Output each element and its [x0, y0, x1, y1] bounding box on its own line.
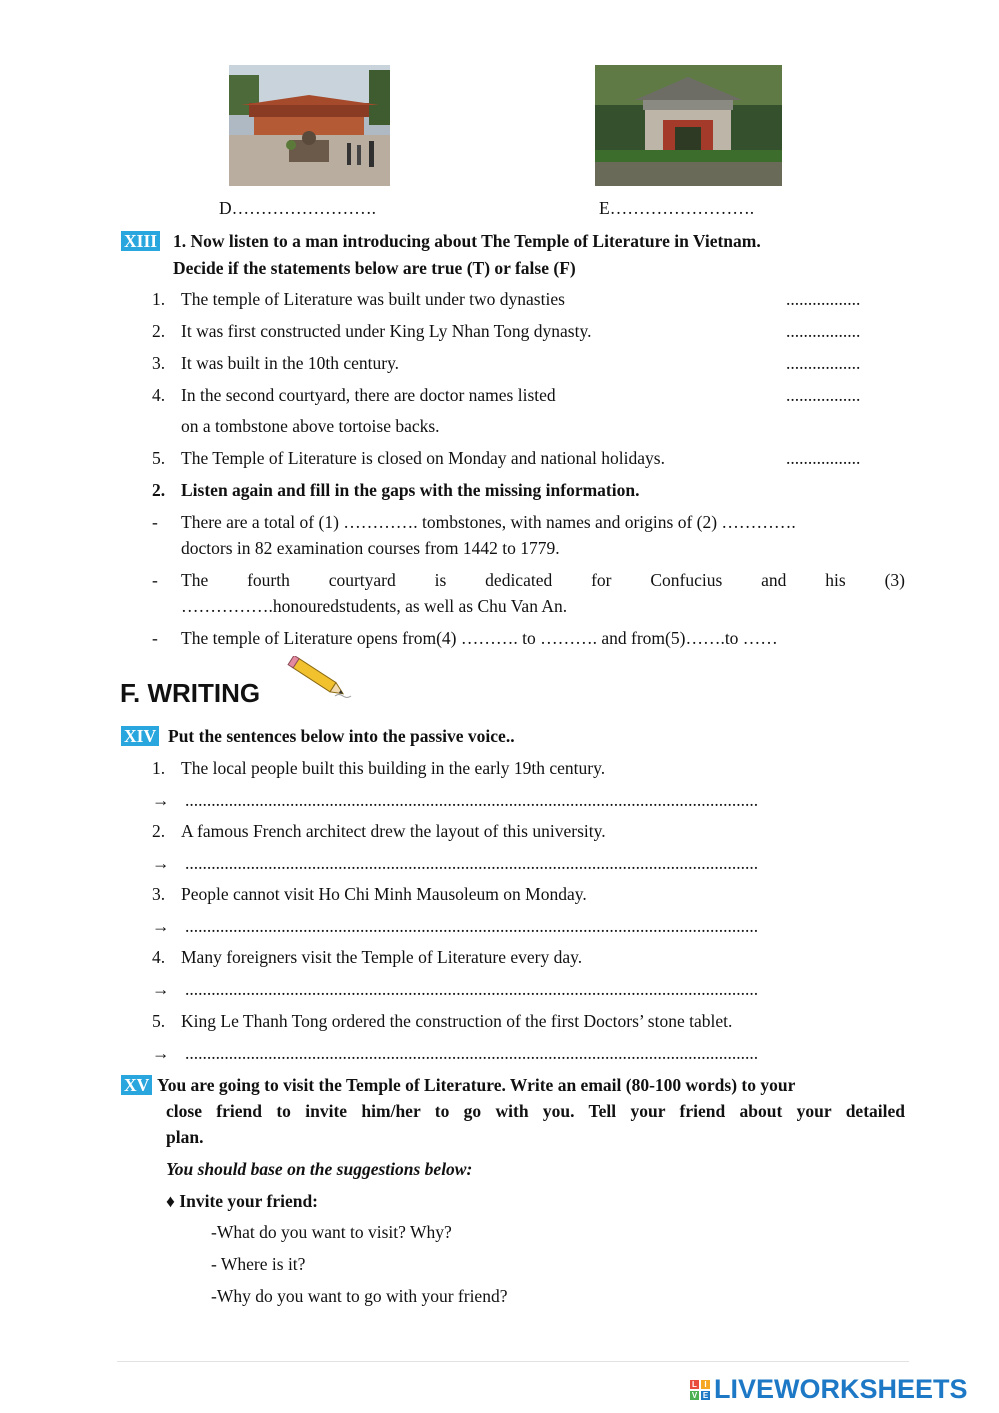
item-number: 1. [152, 758, 166, 778]
gap-line-continued: …………….honouredstudents, as well as Chu Van An. [181, 596, 568, 616]
item-text: Many foreigners visit the Temple of Literature every day. [181, 947, 583, 967]
section-xv-badge: XV [121, 1075, 152, 1095]
item-number: 4. [152, 947, 166, 967]
arrow-icon: → [152, 979, 170, 999]
section-xv-line2: close friend to invite him/her to go with you. Tell your friend about your detailed [166, 1101, 905, 1121]
item-text: King Le Thanh Tong ordered the construction of the first Doctors’ stone tablet. [181, 1011, 733, 1031]
statement-text: The temple of Literature was built under two dynasties [181, 289, 565, 309]
answer-line[interactable]: ................................................................................................................................... [185, 853, 759, 873]
section-xv-invite: ♦ Invite your friend: [166, 1191, 319, 1211]
gap-line: There are a total of (1) …………. tombstones, with names and origins of (2) …………. [181, 512, 796, 532]
gate-photo [595, 65, 782, 186]
photo-d-label: D……………………. [219, 198, 377, 218]
arrow-icon: → [152, 853, 170, 873]
statement-number: 4. [152, 385, 166, 405]
part2-title: Listen again and fill in the gaps with the missing information. [181, 480, 640, 500]
item-text: People cannot visit Ho Chi Minh Mausoleum on Monday. [181, 884, 587, 904]
section-xv-tag [121, 1075, 152, 1096]
question-1: -What do you want to visit? Why? [211, 1222, 452, 1242]
section-xv-suggest: You should base on the suggestions below: [166, 1159, 473, 1179]
section-xiii-instruction-line2: Decide if the statements below are true (T) or false (F) [173, 258, 576, 278]
logo-letter: I [701, 1380, 710, 1389]
answer-blank[interactable]: ................. [786, 385, 861, 405]
logo-letter: E [702, 1390, 709, 1400]
writing-heading: F. WRITING [120, 678, 261, 708]
answer-blank[interactable]: ................. [786, 448, 861, 468]
bullet: - [152, 512, 158, 532]
gap-line-continued: doctors in 82 examination courses from 1442 to 1779. [181, 538, 560, 558]
logo-mark-icon [690, 1380, 710, 1400]
question-3: -Why do you want to go with your friend? [211, 1286, 508, 1306]
logo-text: LIVEWORKSHEETS [714, 1374, 968, 1404]
answer-blank[interactable]: ................. [786, 289, 861, 309]
logo-letter: V [691, 1390, 698, 1400]
bullet: - [152, 628, 158, 648]
section-xv-line1: You are going to visit the Temple of Literature. Write an email (80-100 words) to your [157, 1075, 796, 1095]
arrow-icon: → [152, 1043, 170, 1063]
logo-letter: L [690, 1380, 699, 1389]
section-xiii-instruction-line1: 1. Now listen to a man introducing about The Temple of Literature in Vietnam. [173, 231, 761, 251]
section-xv-line3: plan. [166, 1127, 204, 1147]
answer-line[interactable]: ................................................................................................................................... [185, 790, 759, 810]
question-2: - Where is it? [211, 1254, 306, 1274]
gap-line: The fourth courtyard is dedicated for Confucius and his (3) [181, 570, 905, 590]
section-xiv-badge: XIV [121, 726, 159, 746]
gap-line: The temple of Literature opens from(4) ………. to ………. and from(5)…….to …… [181, 628, 778, 648]
statement-number: 3. [152, 353, 166, 373]
pencil-icon [283, 656, 359, 709]
photo-e-label: E……………………. [599, 198, 755, 218]
item-number: 3. [152, 884, 166, 904]
statement-text: It was built in the 10th century. [181, 353, 400, 373]
statement-text: In the second courtyard, there are doctor names listed [181, 385, 556, 405]
statement-number: 2. [152, 321, 166, 341]
item-text: The local people built this building in the early 19th century. [181, 758, 606, 778]
bullet: - [152, 570, 158, 590]
answer-blank[interactable]: ................. [786, 321, 861, 341]
statement-text: It was first constructed under King Ly Nhan Tong dynasty. [181, 321, 592, 341]
item-number: 5. [152, 1011, 166, 1031]
statement-text: The Temple of Literature is closed on Monday and national holidays. [181, 448, 665, 468]
footer-divider [117, 1361, 909, 1362]
item-number: 2. [152, 821, 166, 841]
item-text: A famous French architect drew the layout of this university. [181, 821, 606, 841]
answer-line[interactable]: ................................................................................................................................... [185, 979, 759, 999]
arrow-icon: → [152, 916, 170, 936]
section-xiii-badge: XIII [121, 231, 160, 251]
statement-number: 1. [152, 289, 166, 309]
liveworksheets-logo[interactable] [690, 1374, 968, 1405]
answer-line[interactable]: ................................................................................................................................... [185, 916, 759, 936]
statement-number: 5. [152, 448, 166, 468]
section-xiv-tag [121, 726, 159, 747]
statement-text-continued: on a tombstone above tortoise backs. [181, 416, 440, 436]
answer-line[interactable]: ................................................................................................................................... [185, 1043, 759, 1063]
courtyard-photo [229, 65, 390, 186]
arrow-icon: → [152, 790, 170, 810]
section-xiii-tag [121, 231, 160, 252]
section-xiv-instruction: Put the sentences below into the passive voice.. [168, 726, 515, 746]
answer-blank[interactable]: ................. [786, 353, 861, 373]
part2-number: 2. [152, 480, 166, 500]
